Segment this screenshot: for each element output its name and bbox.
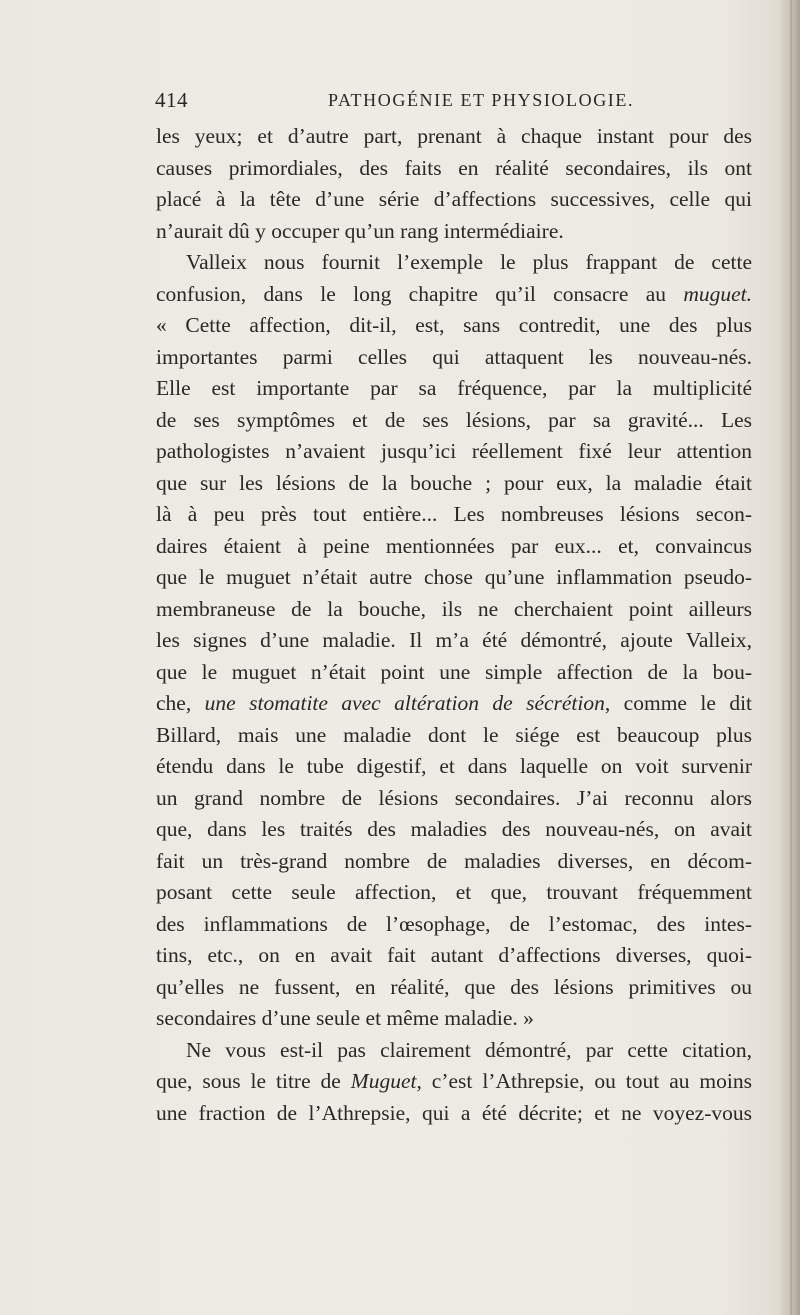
text-run: qu’elles ne fussent, en réalité, que des lésions primitives ou xyxy=(156,974,752,999)
text-line xyxy=(156,562,752,594)
text-line xyxy=(156,688,752,720)
text-run: Billard, mais une maladie dont le siége est beaucoup plus xyxy=(156,722,752,747)
text-run: étendu dans le tube digestif, et dans laquelle on voit survenir xyxy=(156,754,752,778)
text-run: daires étaient à peine mentionnées par eux... et, convaincus xyxy=(156,533,752,558)
text-run: que le muguet n’était point une simple affection de la bou- xyxy=(156,659,752,684)
text-line xyxy=(156,877,752,909)
text-line xyxy=(156,121,752,153)
text-line xyxy=(156,436,752,468)
text-run: les signes d’une maladie. Il m’a été démontré, ajoute Valleix, xyxy=(156,628,752,652)
italic-text: une stomatite avec altération de sécrétion xyxy=(204,691,605,715)
text-line xyxy=(156,310,752,342)
text-run: , c’est l’Athrepsie, ou tout au moins xyxy=(416,1069,752,1093)
text-run: les yeux; et d’autre part, prenant à chaque instant pour des xyxy=(156,124,752,148)
text-run: Elle est importante par sa fréquence, par la multiplicité xyxy=(156,376,752,400)
text-line xyxy=(156,846,752,878)
text-run: une fraction de l’Athrepsie, qui a été décrite; et ne voyez-vous xyxy=(156,1100,752,1125)
text-line xyxy=(156,153,752,185)
text-run: che, xyxy=(156,691,205,715)
text-line xyxy=(156,1098,752,1130)
text-run: fait un très-grand nombre de maladies diverses, en décom- xyxy=(156,848,752,873)
text-run: membraneuse de la bouche, ils ne cherchaient point ailleurs xyxy=(156,596,752,621)
text-run: placé à la tête d’une série d’affections successives, celle qui xyxy=(156,187,752,211)
text-run: que, sous le titre de xyxy=(156,1069,351,1093)
text-run: , comme le dit xyxy=(604,691,753,715)
text-line xyxy=(156,468,752,500)
italic-text: muguet. xyxy=(683,281,752,306)
text-line xyxy=(156,909,752,941)
text-line xyxy=(156,247,752,279)
text-run: que, dans les traités des maladies des nouveau-nés, on avait xyxy=(156,817,752,841)
text-line xyxy=(156,279,752,311)
text-line xyxy=(156,184,752,216)
text-run: que le muguet n’était autre chose qu’une inflammation pseudo- xyxy=(156,565,752,589)
text-line xyxy=(156,751,752,783)
text-line xyxy=(156,405,752,437)
text-line xyxy=(156,657,752,689)
text-run: que sur les lésions de la bouche ; pour eux, la maladie était xyxy=(156,470,752,495)
text-run: posant cette seule affection, et que, trouvant fréquemment xyxy=(156,880,752,904)
page-number: 414 xyxy=(155,88,188,112)
text-run: Ne vous est-il pas clairement démontré, par cette citation, xyxy=(186,1037,752,1062)
text-line xyxy=(156,972,752,1004)
text-line xyxy=(156,1066,752,1098)
text-run: un grand nombre de lésions secondaires. J’ai reconnu alors xyxy=(156,785,752,810)
running-head: PATHOGÉNIE ET PHYSIOLOGIE. xyxy=(328,90,635,110)
body-text xyxy=(156,121,752,1129)
text-run: pathologistes n’avaient jusqu’ici réellement fixé leur attention xyxy=(156,439,752,463)
text-run: des inflammations de l’œsophage, de l’estomac, des intes- xyxy=(156,911,752,936)
text-line xyxy=(156,720,752,752)
text-line xyxy=(156,1003,752,1035)
text-line xyxy=(156,594,752,626)
text-line xyxy=(156,783,752,815)
text-line xyxy=(156,940,752,972)
text-line xyxy=(156,531,752,563)
text-run: tins, etc., on en avait fait autant d’affections diverses, quoi- xyxy=(156,943,752,967)
italic-text: Muguet xyxy=(350,1069,417,1093)
text-line xyxy=(156,625,752,657)
text-line xyxy=(156,342,752,374)
text-run: confusion, dans le long chapitre qu’il consacre au xyxy=(156,281,684,306)
page-header xyxy=(155,88,755,116)
text-line xyxy=(156,216,752,248)
text-run: « Cette affection, dit-il, est, sans contredit, une des plus xyxy=(156,313,752,337)
text-line xyxy=(156,814,752,846)
text-run: là à peu près tout entière... Les nombreuses lésions secon- xyxy=(156,502,752,526)
text-run: Valleix nous fournit l’exemple le plus frappant de cette xyxy=(186,250,752,274)
text-run: secondaires d’une seule et même maladie. » xyxy=(156,1006,534,1030)
text-run: causes primordiales, des faits en réalité secondaires, ils ont xyxy=(156,155,752,180)
text-run: n’aurait dû y occuper qu’un rang intermédiaire. xyxy=(156,218,564,243)
text-run: importantes parmi celles qui attaquent les nouveau-nés. xyxy=(156,344,752,369)
text-line xyxy=(156,499,752,531)
text-line xyxy=(156,1035,752,1067)
text-run: de ses symptômes et de ses lésions, par sa gravité... Les xyxy=(156,407,752,432)
text-line xyxy=(156,373,752,405)
page-edge-shadow xyxy=(778,0,800,1315)
